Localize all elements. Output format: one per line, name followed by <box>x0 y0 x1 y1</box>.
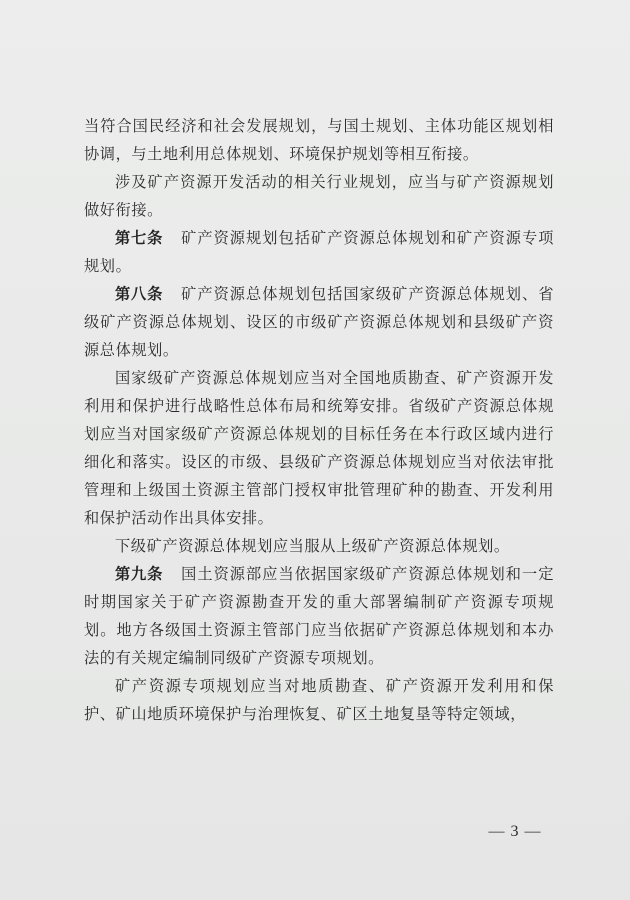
article-8-paragraph <box>84 280 554 364</box>
article-7-text: 矿产资源规划包括矿产资源总体规划和矿产资源专项规划。 <box>84 229 554 275</box>
article-9-paragraph <box>84 560 554 672</box>
paragraph-6 <box>84 532 554 560</box>
page-number: — 3 — <box>488 823 542 840</box>
article-9-text: 国土资源部应当依据国家级矿产资源总体规划和一定时期国家关于矿产资源勘查开发的重大部署编制矿产资源专项规划。地方各级国土资源主管部门应当依据矿产资源总体规划和本办法的有关规定编制同级矿产资源专项规划。 <box>84 565 554 667</box>
article-8-text: 矿产资源总体规划包括国家级矿产资源总体规划、省级矿产资源总体规划、设区的市级矿产资源总体规划和县级矿产资源总体规划。 <box>84 285 554 359</box>
paragraph-6-text: 下级矿产资源总体规划应当服从上级矿产资源总体规划。 <box>115 537 510 555</box>
paragraph-5 <box>84 364 554 532</box>
article-8-heading: 第八条 <box>115 285 164 303</box>
article-7-paragraph <box>84 224 554 280</box>
document-body <box>84 112 554 728</box>
article-7-heading: 第七条 <box>115 229 164 247</box>
paragraph-2 <box>84 168 554 224</box>
paragraph-2-text: 涉及矿产资源开发活动的相关行业规划，应当与矿产资源规划做好衔接。 <box>84 173 554 219</box>
paragraph-8-text: 矿产资源专项规划应当对地质勘查、矿产资源开发利用和保护、矿山地质环境保护与治理恢复、矿区土地复垦等特定领域， <box>84 677 554 723</box>
paragraph-8 <box>84 672 554 728</box>
article-9-heading: 第九条 <box>115 565 164 583</box>
paragraph-1 <box>84 112 554 168</box>
paragraph-1-text: 当符合国民经济和社会发展规划，与国土规划、主体功能区规划相协调，与土地利用总体规划、环境保护规划等相互衔接。 <box>84 117 554 163</box>
paragraph-5-text: 国家级矿产资源总体规划应当对全国地质勘查、矿产资源开发利用和保护进行战略性总体布局和统筹安排。省级矿产资源总体规划应当对国家级矿产资源总体规划的目标任务在本行政区域内进行细化和落实。设区的市级、县级矿产资源总体规划应当对依法审批管理和上级国土资源主管部门授权审批管理矿种的勘查、开发利用和保护活动作出具体安排。 <box>84 369 554 527</box>
